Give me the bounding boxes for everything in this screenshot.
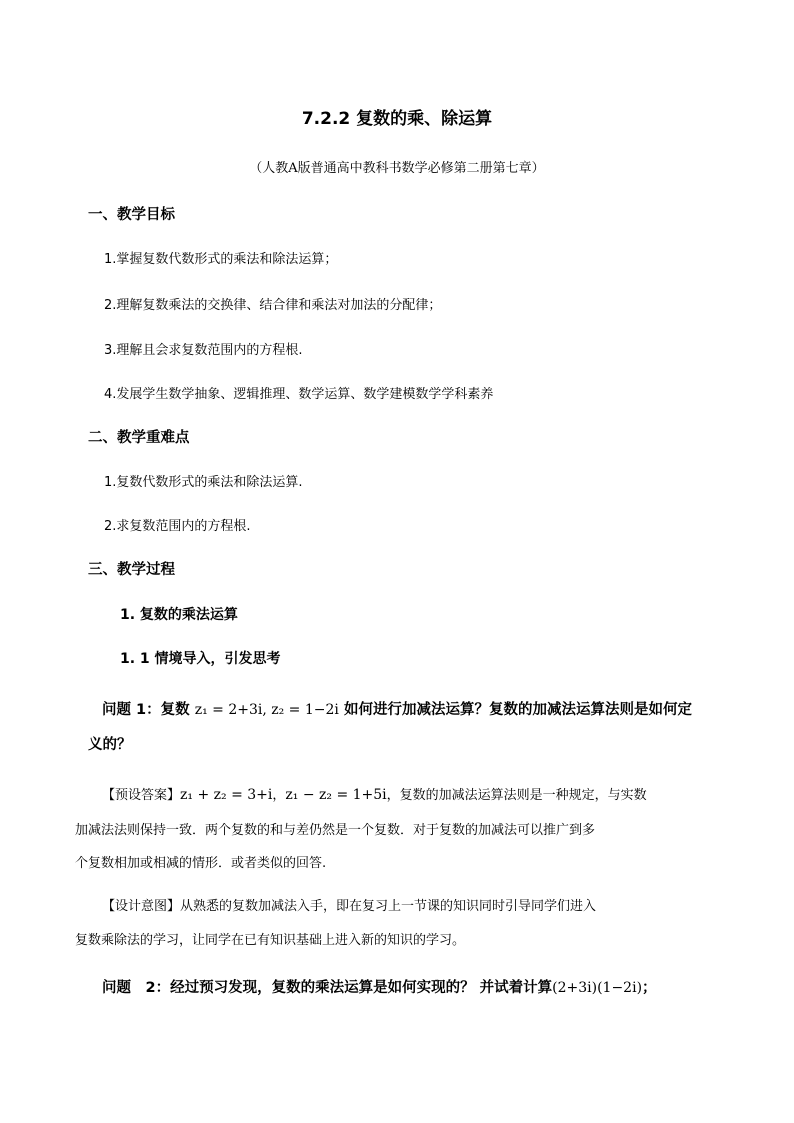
page-subtitle: （人教A版普通高中教科书数学必修第二册第七章） — [249, 161, 545, 176]
key-point-item-2: 2.求复数范围内的方程根. — [104, 519, 251, 534]
question-2-formula: (2+3i)(1−2i) — [552, 980, 643, 996]
question-2-end: ； — [642, 980, 657, 996]
preset-answer-line-1 — [102, 784, 647, 803]
preset-answer-line-3: 个复数相加或相减的情形．或者类似的回答. — [75, 856, 327, 871]
subsubsection-heading: 1. 1 情境导入，引发思考 — [120, 651, 281, 667]
subsection-heading: 1. 复数的乘法运算 — [120, 607, 238, 623]
question-1-prefix: 问题 1：复数 — [102, 702, 190, 718]
preset-answer-sum-formula: z₁ + z₂ = 3+i — [180, 787, 273, 803]
preset-answer-separator: ， — [272, 788, 286, 803]
goal-item-3: 3.理解且会求复数范围内的方程根. — [104, 343, 303, 358]
design-intent-label: 【设计意图】 — [102, 899, 181, 914]
question-2-text: 问题 2：经过预习发现，复数的乘法运算是如何实现的？ 并试着计算 — [102, 980, 553, 996]
question-1 — [102, 698, 692, 719]
design-intent-line-2: 复数乘除法的学习，让同学在已有知识基础上进入新的知识的学习。 — [75, 933, 466, 948]
goal-item-2: 2.理解复数乘法的交换律、结合律和乘法对加法的分配律； — [104, 298, 442, 313]
question-2 — [102, 976, 657, 997]
page-title: 7.2.2 复数的乘、除运算 — [301, 109, 493, 129]
design-intent-line-1 — [102, 895, 596, 914]
design-intent-line-1-rest: 从熟悉的复数加减法入手，即在复习上一节课的知识同时引导同学们进入 — [180, 899, 597, 914]
preset-answer-difference-formula: z₁ − z₂ = 1+5i — [285, 787, 387, 803]
goal-item-4: 4.发展学生数学抽象、逻辑推理、数学运算、数学建模数学学科素养 — [104, 387, 494, 402]
question-1-suffix: 如何进行加减法运算？复数的加减法运算法则是如何定 — [343, 702, 692, 718]
section-heading-process: 三、教学过程 — [88, 562, 175, 578]
key-point-item-1: 1.复数代数形式的乘法和除法运算. — [104, 475, 303, 490]
preset-answer-line-1-rest: ，复数的加减法运算法则是一种规定，与实数 — [386, 788, 647, 803]
goal-item-1: 1.掌握复数代数形式的乘法和除法运算； — [104, 252, 338, 267]
preset-answer-line-2: 加减法法则保持一致．两个复数的和与差仍然是一个复数．对于复数的加减法可以推广到多 — [75, 823, 596, 838]
question-1-formula: z₁ = 2+3i, z₂ = 1−2i — [194, 702, 339, 718]
preset-answer-label: 【预设答案】 — [102, 788, 181, 803]
question-1-continuation: 义的？ — [88, 737, 132, 753]
section-heading-key-points: 二、教学重难点 — [88, 430, 190, 446]
section-heading-goals: 一、教学目标 — [88, 207, 175, 223]
